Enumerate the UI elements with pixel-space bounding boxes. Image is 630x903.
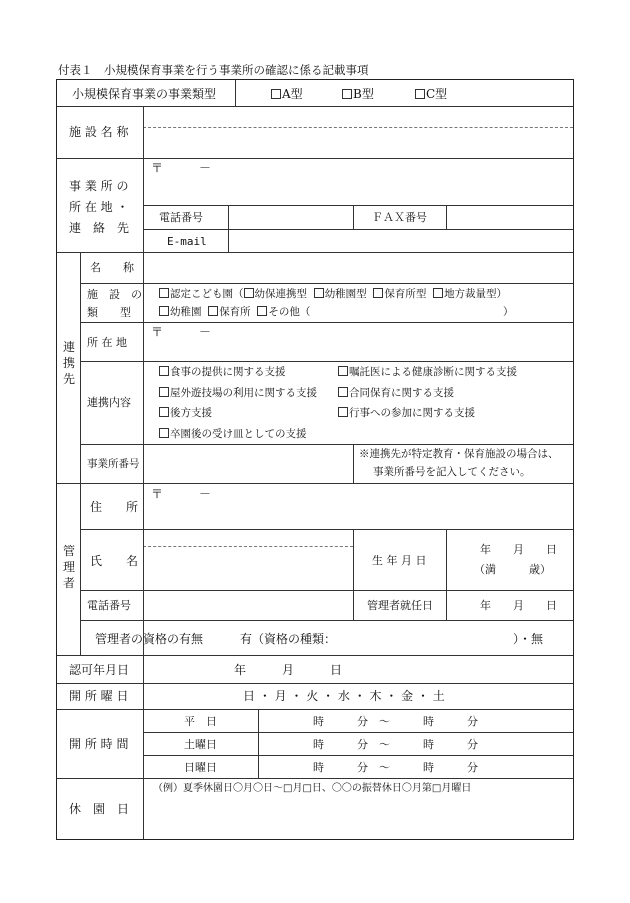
checkbox-icon xyxy=(244,288,254,298)
open-days-value[interactable]: 日 ・ 月 ・ 火 ・ 水 ・ 木 ・ 金 ・ 土 xyxy=(243,689,445,703)
partner-postal-code[interactable]: 〒 － xyxy=(151,325,212,339)
fax-label: ＦＡＸ番号 xyxy=(372,211,427,224)
partner-type-label-2: 類 型 xyxy=(87,306,131,319)
partner-type-line-2 xyxy=(159,306,310,319)
manager-postal-code[interactable]: 〒 － xyxy=(151,487,212,501)
manager-address-label: 住 所 xyxy=(90,500,139,514)
qualification-value[interactable]: 有（資格の種類： xyxy=(240,632,337,646)
partner-name-field[interactable] xyxy=(147,256,569,280)
closed-days-field[interactable] xyxy=(147,800,569,834)
phone-field[interactable] xyxy=(231,208,351,226)
fax-field[interactable] xyxy=(449,208,569,226)
checkbox-icon xyxy=(338,387,348,397)
qualification-end: ）・無 xyxy=(513,632,544,646)
nursery-option[interactable]: 保育所 xyxy=(208,306,251,318)
content-item-health-check[interactable]: 嘱託医による健康診断に関する支援 xyxy=(338,366,517,379)
kindergarten-option[interactable]: 幼稚園 xyxy=(159,306,202,318)
sunday-label: 日曜日 xyxy=(184,761,217,774)
checkbox-icon xyxy=(271,89,281,99)
checkbox-icon xyxy=(373,288,383,298)
closed-days-example: （例）夏季休園日〇月〇日〜□月□日、〇〇の振替休日〇月第□月曜日 xyxy=(153,783,472,794)
qualification-label: 管理者の資格の有無 xyxy=(95,632,204,646)
type-b-option[interactable]: B型 xyxy=(342,87,374,101)
approval-date-value[interactable]: 年 月 日 xyxy=(234,663,343,677)
office-number-label: 事業所番号 xyxy=(87,458,140,470)
checkbox-icon xyxy=(159,387,169,397)
application-form xyxy=(56,79,574,840)
content-item-events[interactable]: 行事への参加に関する支援 xyxy=(338,407,475,420)
nursery-type-option[interactable]: 保育所型 xyxy=(373,288,426,300)
partner-type-label-1: 施 設 の xyxy=(87,288,142,301)
type-c-option[interactable]: C型 xyxy=(415,87,447,101)
saturday-hours[interactable]: 時 分 〜 時 分 xyxy=(313,738,478,751)
birth-date-value[interactable]: 年 月 日 xyxy=(480,543,557,556)
open-days-label: 開 所 曜 日 xyxy=(69,689,129,703)
checkbox-icon xyxy=(433,288,443,298)
birth-date-label: 生 年 月 日 xyxy=(372,554,427,567)
age-value[interactable]: （満 歳） xyxy=(474,563,551,576)
email-field[interactable] xyxy=(231,232,569,250)
document-title: 付表１ 小規模保育事業を行う事業所の確認に係る記載事項 xyxy=(58,63,369,77)
checkbox-icon xyxy=(257,306,267,316)
checkbox-icon xyxy=(159,428,169,438)
content-item-meals[interactable]: 食事の提供に関する支援 xyxy=(159,366,286,379)
manager-section-label: 管 理 者 xyxy=(62,544,75,591)
certified-option[interactable]: 認定こども園（ xyxy=(159,288,244,300)
manager-name-field[interactable] xyxy=(147,549,349,587)
business-type-label: 小規模保育事業の事業類型 xyxy=(72,87,217,101)
content-item-post-graduation[interactable]: 卒園後の受け皿としての支援 xyxy=(159,428,307,441)
office-number-field[interactable] xyxy=(147,448,349,480)
partner-type-line-1 xyxy=(159,288,507,301)
type-a-option[interactable]: A型 xyxy=(271,87,303,101)
closed-days-label: 休 園 日 xyxy=(69,802,130,816)
checkbox-icon xyxy=(314,288,324,298)
content-item-playground[interactable]: 屋外遊技場の利用に関する支援 xyxy=(159,387,317,400)
other-option[interactable]: その他（ xyxy=(257,306,310,318)
joint-type-option[interactable]: 幼保連携型 xyxy=(244,288,308,300)
weekday-hours[interactable]: 時 分 〜 時 分 xyxy=(313,715,478,728)
manager-phone-label: 電話番号 xyxy=(87,599,131,612)
facility-name-field[interactable] xyxy=(147,130,569,156)
sunday-hours[interactable]: 時 分 〜 時 分 xyxy=(313,761,478,774)
partner-content-label: 連携内容 xyxy=(87,396,131,409)
partner-section-label: 連 携 先 xyxy=(62,340,75,387)
partner-address-label: 所 在 地 xyxy=(87,336,127,349)
office-address-label-1: 事 業 所 の xyxy=(69,179,129,193)
content-item-backup[interactable]: 後方支援 xyxy=(159,407,212,420)
appointment-date-value[interactable]: 年 月 日 xyxy=(480,599,557,612)
approval-date-label: 認可年月日 xyxy=(69,663,130,677)
partner-name-label: 名 称 xyxy=(90,261,134,274)
opening-hours-label: 開 所 時 間 xyxy=(69,737,129,751)
office-postal-code[interactable]: 〒 － xyxy=(151,161,212,175)
checkbox-icon xyxy=(342,89,352,99)
local-type-option[interactable]: 地方裁量型） xyxy=(433,288,507,300)
checkbox-icon xyxy=(159,407,169,417)
office-number-note-2: 事業所番号を記入してください。 xyxy=(373,466,531,478)
content-item-joint-care[interactable]: 合同保育に関する支援 xyxy=(338,387,454,400)
checkbox-icon xyxy=(338,407,348,417)
weekday-label: 平 日 xyxy=(184,715,217,728)
checkbox-icon xyxy=(159,366,169,376)
facility-name-kana-field[interactable] xyxy=(147,108,569,126)
checkbox-icon xyxy=(415,89,425,99)
checkbox-icon xyxy=(208,306,218,316)
office-address-label-2: 所 在 地 ・ xyxy=(69,200,129,214)
facility-name-label: 施 設 名 称 xyxy=(69,125,129,139)
manager-phone-field[interactable] xyxy=(147,593,349,617)
saturday-label: 土曜日 xyxy=(184,738,217,751)
email-label: E-mail xyxy=(167,235,207,248)
checkbox-icon xyxy=(159,288,169,298)
appointment-date-label: 管理者就任日 xyxy=(367,599,433,612)
manager-name-label: 氏 名 xyxy=(90,554,139,568)
office-number-note-1: ※連携先が特定教育・保育施設の場合は、 xyxy=(359,448,559,460)
phone-label: 電話番号 xyxy=(159,211,203,224)
office-address-label-3: 連 絡 先 xyxy=(69,221,130,235)
checkbox-icon xyxy=(338,366,348,376)
other-close-paren: ） xyxy=(503,306,514,318)
checkbox-icon xyxy=(159,306,169,316)
kindergarten-type-option[interactable]: 幼稚園型 xyxy=(314,288,367,300)
